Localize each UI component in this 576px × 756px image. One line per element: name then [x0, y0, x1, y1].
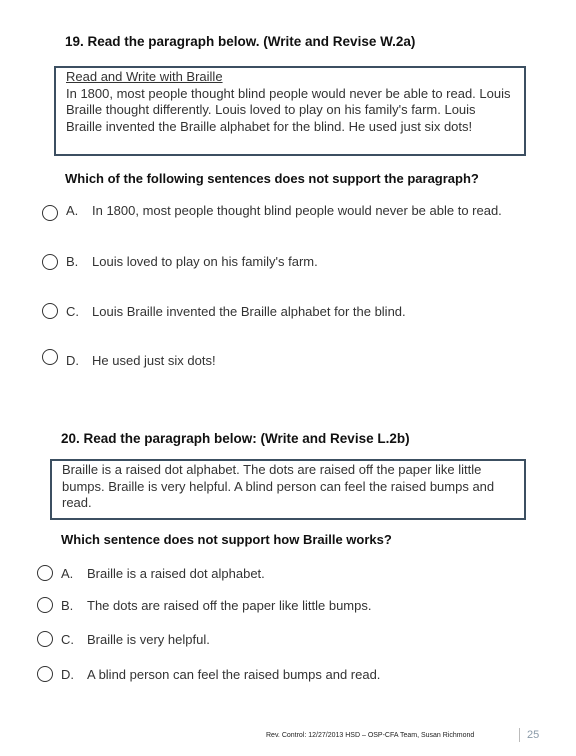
- radio-button[interactable]: [37, 631, 53, 647]
- footer-divider: [519, 728, 520, 742]
- option-text: Louis Braille invented the Braille alphabet for the blind.: [92, 304, 406, 319]
- radio-button[interactable]: [42, 205, 58, 221]
- passage-19-title: Read and Write with Braille: [66, 69, 223, 84]
- option-text: Braille is a raised dot alphabet.: [87, 566, 265, 581]
- passage-19-body: In 1800, most people thought blind people would never be able to read. Louis Braille thought differently. Louis loved to play on his family's farm. Louis Braille invented the Braille alphabet for the blind. He used just six dots!: [66, 85, 511, 134]
- radio-button[interactable]: [37, 597, 53, 613]
- option-letter: B.: [66, 254, 79, 269]
- option-text: The dots are raised off the paper like little bumps.: [87, 598, 372, 613]
- page-number: 25: [527, 729, 540, 741]
- radio-button[interactable]: [42, 349, 58, 365]
- radio-button[interactable]: [37, 565, 53, 581]
- option-letter: A.: [61, 566, 74, 581]
- radio-button[interactable]: [42, 303, 58, 319]
- radio-button[interactable]: [42, 254, 58, 270]
- passage-19-box: [54, 66, 526, 156]
- option-text: He used just six dots!: [92, 353, 216, 368]
- footer-revision-text: Rev. Control: 12/27/2013 HSD – OSP-CFA Team, Susan Richmond: [266, 732, 475, 739]
- question-20-title: 20. Read the paragraph below: (Write and Revise L.2b): [61, 431, 410, 446]
- option-text: In 1800, most people thought blind people would never be able to read.: [92, 203, 502, 218]
- option-letter: B.: [61, 598, 74, 613]
- question-19-prompt: Which of the following sentences does not support the paragraph?: [65, 171, 479, 186]
- option-letter: D.: [61, 667, 74, 682]
- option-text: Louis loved to play on his family's farm.: [92, 254, 318, 269]
- passage-20-box: [50, 459, 526, 520]
- option-letter: A.: [66, 203, 79, 218]
- question-19-title: 19. Read the paragraph below. (Write and Revise W.2a): [65, 34, 416, 49]
- option-text: A blind person can feel the raised bumps and read.: [87, 667, 381, 682]
- option-letter: C.: [61, 632, 74, 647]
- option-text: Braille is very helpful.: [87, 632, 210, 647]
- passage-20-body: Braille is a raised dot alphabet. The dots are raised off the paper like little bumps. Braille is very helpful. A blind person can feel the raised bumps and read.: [62, 462, 495, 510]
- option-letter: D.: [66, 353, 79, 368]
- radio-button[interactable]: [37, 666, 53, 682]
- option-letter: C.: [66, 304, 79, 319]
- question-20-prompt: Which sentence does not support how Braille works?: [61, 532, 392, 547]
